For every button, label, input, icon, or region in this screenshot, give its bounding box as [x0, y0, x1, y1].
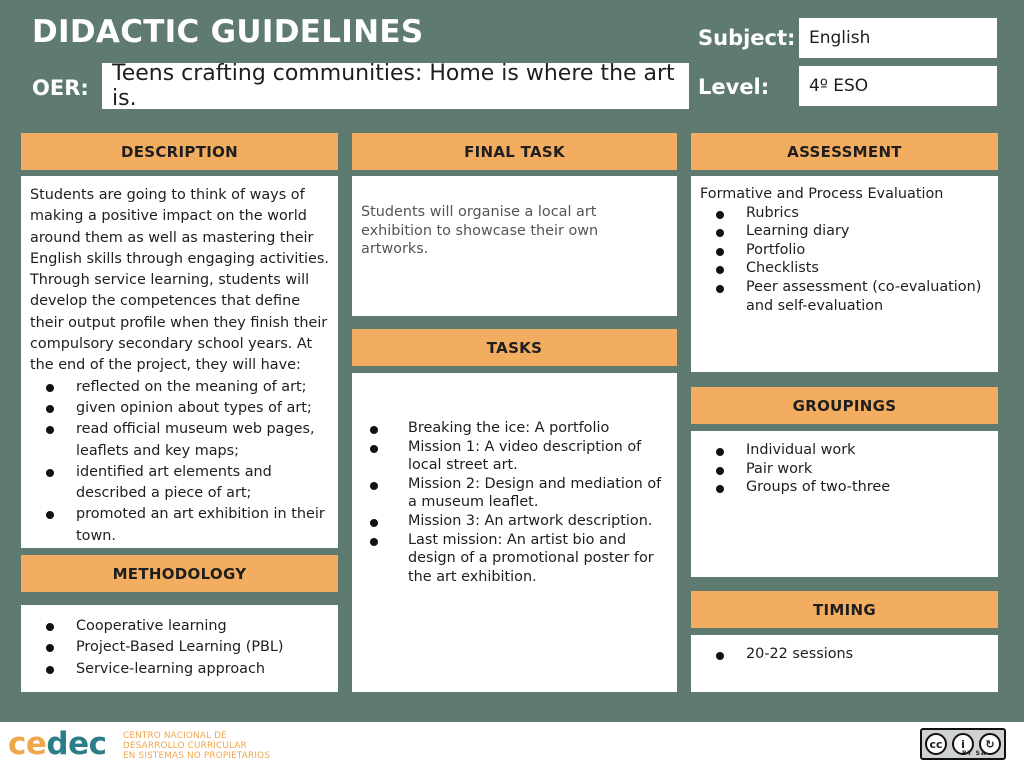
oer-label: OER:: [32, 76, 89, 100]
logo-dec: dec: [46, 726, 107, 762]
list-item: reflected on the meaning of art;: [30, 377, 329, 398]
groupings-list: [700, 441, 989, 497]
level-label: Level:: [698, 75, 770, 99]
sa-icon: ↻: [979, 733, 1001, 755]
logo-ce: ce: [8, 726, 47, 762]
cc-icon: cc: [925, 733, 947, 755]
subject-label: Subject:: [698, 26, 796, 50]
timing-heading: TIMING: [691, 591, 998, 628]
list-item: promoted an art exhibition in their town.: [30, 504, 329, 547]
license-text: BY SA: [962, 750, 987, 757]
description-panel: [21, 176, 338, 548]
page-title: DIDACTIC GUIDELINES: [32, 14, 424, 50]
list-item: Rubrics: [700, 204, 989, 223]
description-list: [30, 377, 329, 547]
list-item: Mission 1: A video description of local street art.: [354, 438, 668, 475]
list-item: Pair work: [700, 460, 989, 479]
cc-license-badge: [920, 728, 1006, 760]
description-intro: Students are going to think of ways of making a positive impact on the world around them as well as mastering their English skills through engaging activities. Through service learning, students will develop the competences that define their output profile when they finish their compulsory secondary school years. At the end of the project, they will have:: [30, 187, 329, 374]
final-task-panel: [352, 176, 677, 316]
description-heading: DESCRIPTION: [21, 133, 338, 170]
list-item: Mission 3: An artwork description.: [354, 512, 668, 531]
oer-field: Teens crafting communities: Home is where the art is.: [102, 63, 689, 109]
list-item: Individual work: [700, 441, 989, 460]
groupings-heading: GROUPINGS: [691, 387, 998, 424]
level-field: 4º ESO: [799, 66, 997, 106]
list-item: Groups of two-three: [700, 478, 989, 497]
logo-line-1: CENTRO NACIONAL DE: [123, 731, 227, 741]
logo-line-3: EN SISTEMAS NO PROPIETARIOS: [123, 751, 271, 761]
methodology-heading: METHODOLOGY: [21, 555, 338, 592]
list-item: Checklists: [700, 259, 989, 278]
list-item: Learning diary: [700, 222, 989, 241]
cedec-subtitle: [123, 731, 270, 761]
final-task-heading: FINAL TASK: [352, 133, 677, 170]
tasks-panel: [352, 373, 677, 692]
assessment-heading: ASSESSMENT: [691, 133, 998, 170]
assessment-list: [700, 204, 989, 316]
tasks-list: [354, 419, 668, 586]
list-item: Last mission: An artist bio and design of a promotional poster for the art exhibition.: [354, 531, 668, 587]
list-item: Peer assessment (co-evaluation) and self-evaluation: [700, 278, 989, 315]
assessment-panel: [691, 176, 998, 372]
list-item: Project-Based Learning (PBL): [30, 637, 329, 658]
cedec-logo: [8, 726, 107, 762]
list-item: Breaking the ice: A portfolio: [354, 419, 668, 438]
list-item: 20-22 sessions: [700, 645, 989, 664]
list-item: Portfolio: [700, 241, 989, 260]
list-item: Cooperative learning: [30, 616, 329, 637]
logo-line-2: DESARROLLO CURRICULAR: [123, 741, 247, 751]
by-icon: i: [952, 733, 974, 755]
tasks-heading: TASKS: [352, 329, 677, 366]
list-item: Service-learning approach: [30, 659, 329, 680]
list-item: identified art elements and described a piece of art;: [30, 462, 329, 505]
list-item: Mission 2: Design and mediation of a museum leaflet.: [354, 475, 668, 512]
methodology-panel: [21, 605, 338, 692]
list-item: given opinion about types of art;: [30, 398, 329, 419]
assessment-intro: Formative and Process Evaluation: [700, 186, 944, 202]
final-task-text: Students will organise a local art exhibition to showcase their own artworks.: [361, 204, 599, 258]
subject-field: English: [799, 18, 997, 58]
timing-list: [700, 645, 989, 664]
methodology-list: [30, 616, 329, 680]
list-item: read official museum web pages, leaflets and key maps;: [30, 419, 329, 462]
groupings-panel: [691, 431, 998, 577]
timing-panel: [691, 635, 998, 692]
